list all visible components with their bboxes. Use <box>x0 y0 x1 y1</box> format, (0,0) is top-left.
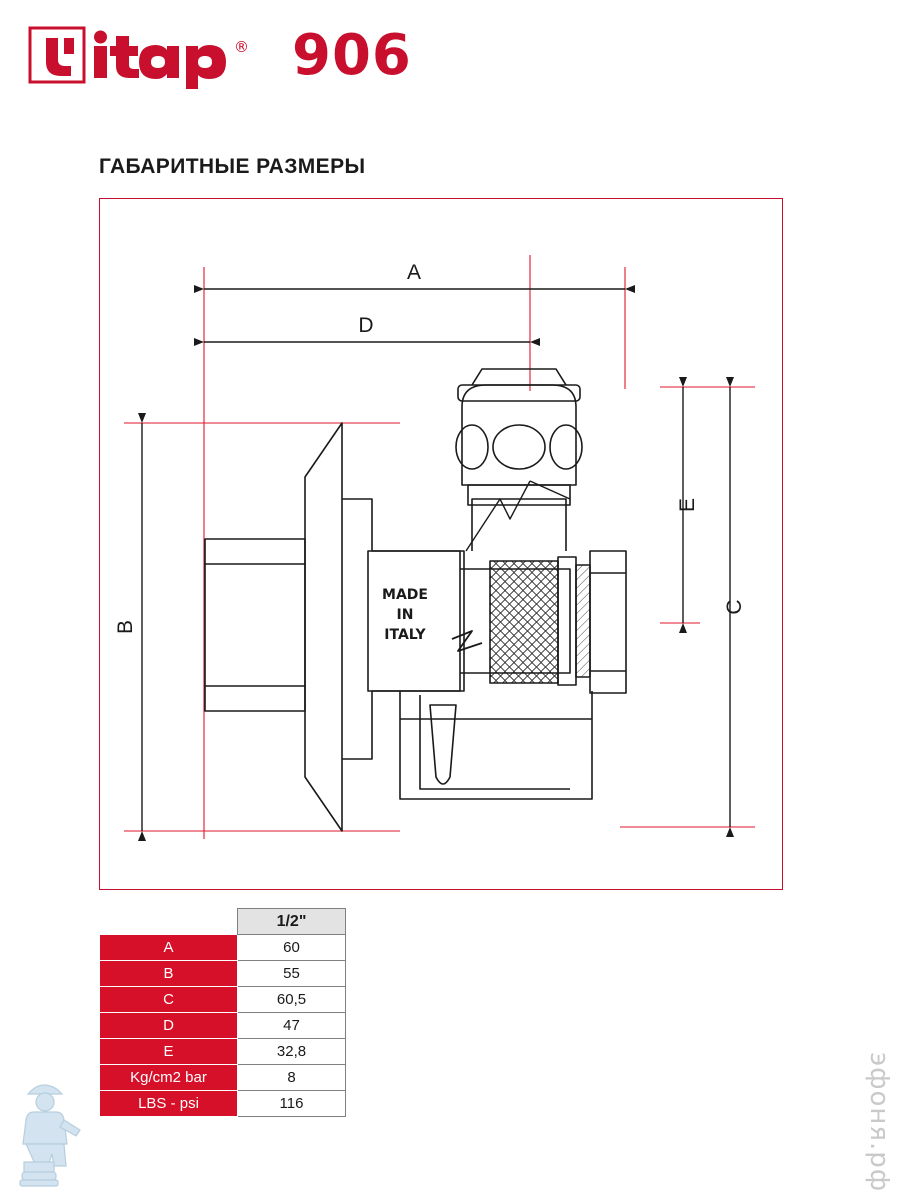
technical-drawing <box>99 198 783 890</box>
svg-text:IN: IN <box>396 607 414 623</box>
itap-logo <box>28 22 278 90</box>
row-label-d: D <box>100 1013 238 1039</box>
row-value-b: 55 <box>238 961 346 987</box>
valve-drawing-svg <box>100 199 781 888</box>
dimensions-table-body <box>100 909 346 1117</box>
model-number: 906 <box>292 23 412 88</box>
dimension-label-d: D <box>358 314 374 337</box>
plumber-watermark-icon <box>10 1076 96 1194</box>
row-label-pressure-bar: Kg/cm2 bar <box>100 1065 238 1091</box>
table-row <box>100 987 346 1013</box>
page-title: ГАБАРИТНЫЕ РАЗМЕРЫ <box>99 155 366 178</box>
row-label-b: B <box>100 961 238 987</box>
table-corner-cell <box>100 909 238 935</box>
page-header <box>28 22 412 90</box>
row-label-pressure-psi: LBS - psi <box>100 1091 238 1117</box>
dimension-label-a: A <box>406 261 422 284</box>
table-header-row <box>100 909 346 935</box>
table-row <box>100 961 346 987</box>
table-row <box>100 1013 346 1039</box>
row-value-a: 60 <box>238 935 346 961</box>
dimension-label-b: B <box>114 619 137 635</box>
dimension-label-c: C <box>723 599 746 615</box>
row-value-pressure-psi: 116 <box>238 1091 346 1117</box>
row-value-e: 32,8 <box>238 1039 346 1065</box>
svg-text:ITALY: ITALY <box>384 627 426 643</box>
row-value-d: 47 <box>238 1013 346 1039</box>
row-value-c: 60,5 <box>238 987 346 1013</box>
table-row <box>100 1039 346 1065</box>
row-label-c: C <box>100 987 238 1013</box>
table-row <box>100 1091 346 1117</box>
dimensions-table <box>99 908 346 1117</box>
table-row <box>100 935 346 961</box>
row-label-a: A <box>100 935 238 961</box>
dimension-label-e: E <box>676 497 699 513</box>
row-label-e: E <box>100 1039 238 1065</box>
row-value-pressure-bar: 8 <box>238 1065 346 1091</box>
table-row <box>100 1065 346 1091</box>
made-in-italy-text <box>382 587 428 643</box>
table-header-size: 1/2" <box>238 909 346 935</box>
svg-text:MADE: MADE <box>382 587 428 603</box>
registered-mark: ® <box>234 38 249 56</box>
site-watermark: эфоня.рф <box>864 1051 894 1192</box>
